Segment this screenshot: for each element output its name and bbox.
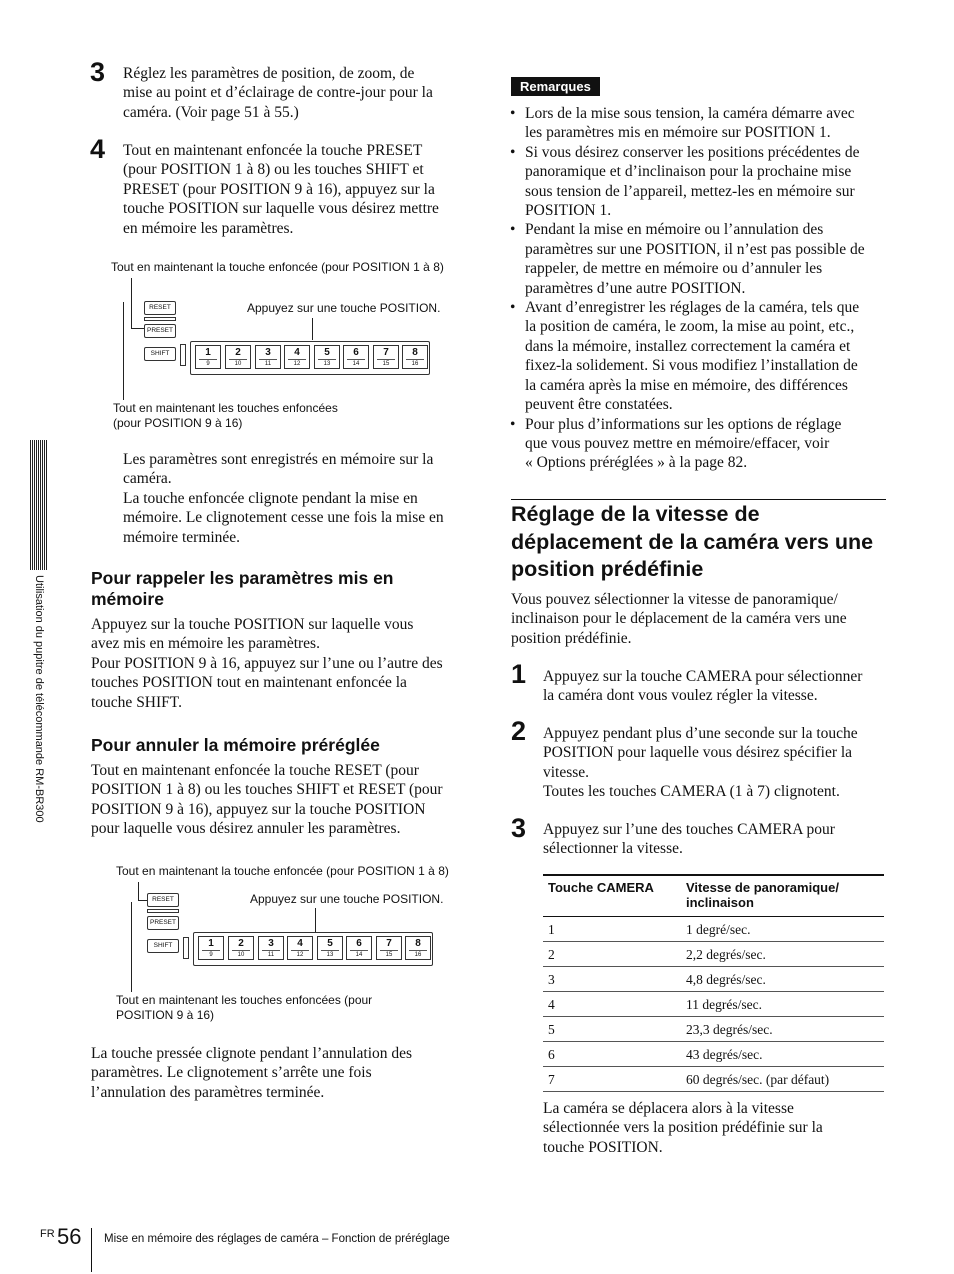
leader-line xyxy=(123,302,124,400)
text-line: Toutes les touches CAMERA (1 à 7) clignotent. xyxy=(543,783,840,801)
text-line: pour laquelle vous désirez annuler les paramètres. xyxy=(91,820,401,838)
step-number: 4 xyxy=(90,134,106,164)
text-line: en mémoire les paramètres. xyxy=(123,219,294,237)
remark-item: • Lors de la mise sous tension, la caméra démarre avec les paramètres mis en mémoire sur POSITION 1. xyxy=(510,104,890,143)
table-cell: 3 xyxy=(543,967,681,992)
text-line: Tout en maintenant enfoncée la touche RESET (pour xyxy=(91,762,419,779)
text-line: caméra. (Voir page 51 à 55.) xyxy=(123,103,299,121)
caption-line: (pour POSITION 9 à 16) xyxy=(113,415,243,430)
leader-line xyxy=(312,318,313,340)
text-line: Appuyez sur l’une des touches CAMERA pour xyxy=(543,821,835,838)
store-result-text xyxy=(123,450,473,547)
diagram-caption-position: Appuyez sur une touche POSITION. xyxy=(250,892,444,906)
position-button: 1 9 xyxy=(198,936,224,960)
step-4-text xyxy=(123,141,473,238)
speed-step-1-text xyxy=(543,667,893,706)
reset-key: RESET xyxy=(147,893,179,907)
remark-item: • Avant d’enregistrer les réglages de la caméra, tels que la position de caméra, le zoom, la mise au point, etc., dans la mémoire, installez correctement la caméra et fixez-la solidement. Si vous modifiez l’installation de la caméra après la mise en mémoire, des différences peuvent être constatées. xyxy=(510,298,890,414)
position-button: 5 13 xyxy=(314,345,340,369)
section-heading-cancel: Pour annuler la mémoire préréglée xyxy=(91,735,380,755)
position-button: 3 11 xyxy=(255,345,281,369)
diagram-caption-bottom xyxy=(113,401,338,430)
table-row xyxy=(543,942,884,967)
diagram-caption-bottom xyxy=(116,993,372,1022)
text-line: Réglez les paramètres de position, de zoom, de xyxy=(123,65,415,82)
leader-line xyxy=(138,882,139,900)
leader-line xyxy=(131,278,132,328)
text-line: vitesse. xyxy=(543,763,590,781)
text-line: Appuyez pendant plus d’une seconde sur la touche xyxy=(543,725,858,742)
table-cell: 60 degrés/sec. (par défaut) xyxy=(681,1067,884,1092)
text-line: PRESET (pour POSITION 9 à 16), appuyez sur la xyxy=(123,180,435,198)
section-heading-speed xyxy=(511,501,901,584)
table-cell: 1 xyxy=(543,917,681,942)
position-button: 5 13 xyxy=(317,936,343,960)
caption-line: Tout en maintenant les touches enfoncées (pour xyxy=(116,993,373,1007)
position-button: 4 12 xyxy=(284,345,310,369)
table-cell: 7 xyxy=(543,1067,681,1092)
remarks-list xyxy=(510,104,890,473)
key-separator xyxy=(144,317,176,321)
side-tab-marker xyxy=(30,440,47,570)
text-line: touches POSITION tout en maintenant enfoncée la xyxy=(91,674,407,692)
step-number: 2 xyxy=(511,716,527,746)
sidebar-chapter xyxy=(28,575,52,855)
table-row xyxy=(543,1017,884,1042)
text-line: sélectionner la vitesse. xyxy=(543,840,683,858)
heading-line: mémoire xyxy=(91,589,164,609)
leader-line xyxy=(315,908,316,932)
text-line: Pour POSITION 9 à 16, appuyez sur l’une ou l’autre des xyxy=(91,654,443,672)
reset-key: RESET xyxy=(144,301,176,315)
text-line: Appuyez sur la touche POSITION sur laquelle vous xyxy=(91,616,414,633)
table-row xyxy=(543,1067,884,1092)
page-number: 56 xyxy=(57,1224,82,1249)
heading-line: Réglage de la vitesse de xyxy=(511,502,760,526)
step-number: 3 xyxy=(90,57,106,87)
position-button-panel xyxy=(190,341,430,375)
sidebar-chapter-title: Utilisation du pupitre de télécommande RM-BR300 xyxy=(33,575,45,823)
footer-language: FR xyxy=(40,1228,55,1240)
text-line: mise au point et d’éclairage de contre-jour pour la xyxy=(123,84,433,102)
heading-line: déplacement de la caméra vers une xyxy=(511,529,874,554)
heading-line: position prédéfinie xyxy=(511,557,704,581)
preset-key: PRESET xyxy=(144,324,176,338)
panel-connector xyxy=(180,344,186,366)
caption-line: POSITION 9 à 16) xyxy=(116,1007,215,1022)
preset-key: PRESET xyxy=(147,916,179,930)
table-cell: 23,3 degrés/sec. xyxy=(681,1017,884,1042)
diagram-caption-top: Tout en maintenant la touche enfoncée (pour POSITION 1 à 8) xyxy=(111,260,444,274)
footer-divider xyxy=(91,1228,92,1272)
table-cell: 11 degrés/sec. xyxy=(681,992,884,1017)
speed-step-3-text xyxy=(543,820,893,859)
position-button: 8 16 xyxy=(402,345,428,369)
remarks-badge: Remarques xyxy=(511,77,600,96)
shift-key: SHIFT xyxy=(147,939,179,953)
position-button: 7 15 xyxy=(376,936,402,960)
diagram-caption-top: Tout en maintenant la touche enfoncée (pour POSITION 1 à 8) xyxy=(116,864,449,878)
position-button: 8 16 xyxy=(405,936,431,960)
table-cell: 6 xyxy=(543,1042,681,1067)
text-line: sélectionnée vers la position prédéfinie sur la xyxy=(543,1119,823,1137)
text-line: POSITION pour laquelle vous désirez spécifier la xyxy=(543,744,853,762)
leader-line xyxy=(131,328,145,329)
text-line: Les paramètres sont enregistrés en mémoire sur la xyxy=(123,451,434,468)
shift-key: SHIFT xyxy=(144,347,176,361)
text-line: POSITION 9 à 16), appuyez sur la touche POSITION xyxy=(91,800,426,818)
text-line: caméra. xyxy=(123,470,172,488)
section-rule xyxy=(511,499,886,500)
text-line: paramètres. Le clignotement s’arrête une fois xyxy=(91,1064,372,1082)
table-cell: 2,2 degrés/sec. xyxy=(681,942,884,967)
table-cell: 1 degré/sec. xyxy=(681,917,884,942)
text-line: Tout en maintenant enfoncée la touche PRESET xyxy=(123,142,423,159)
position-button-panel xyxy=(193,932,433,966)
cancel-result-text xyxy=(91,1044,476,1102)
position-button: 2 10 xyxy=(228,936,254,960)
table-cell: 43 degrés/sec. xyxy=(681,1042,884,1067)
text-line: Vous pouvez sélectionner la vitesse de panoramique/ xyxy=(511,591,838,608)
panel-diagram-cancel xyxy=(113,862,483,1027)
speed-table xyxy=(543,874,884,1092)
cancel-text xyxy=(91,761,476,839)
text-line: POSITION 1 à 8) ou les touches SHIFT et RESET (pour xyxy=(91,781,443,799)
remark-item: • Si vous désirez conserver les positions précédentes de panoramique et d’inclinaison pour la prochaine mise sous tension de l’appareil, mettez-les en mémoire sur POSITION 1. xyxy=(510,143,890,221)
speed-result-text xyxy=(543,1099,893,1157)
remark-item: • Pendant la mise en mémoire ou l’annulation des paramètres sur une POSITION, il n’est pas possible de rappeler, de mettre en mémoire ou d’annuler les paramètres d’une autre POSITION. xyxy=(510,220,890,298)
text-line: La touche pressée clignote pendant l’annulation des xyxy=(91,1045,413,1062)
column-header: Vitesse de panoramique/ inclinaison xyxy=(681,875,884,917)
text-line: (pour POSITION 1 à 8) ou les touches SHIFT et xyxy=(123,161,424,179)
panel-diagram-store xyxy=(110,258,480,433)
text-line: l’annulation des paramètres terminée. xyxy=(91,1083,325,1101)
column-header: Touche CAMERA xyxy=(543,875,681,917)
panel-connector xyxy=(183,937,189,959)
section-heading-recall xyxy=(91,568,471,610)
key-separator xyxy=(147,909,179,913)
text-line: touche SHIFT. xyxy=(91,693,182,711)
step-number: 3 xyxy=(511,813,527,843)
position-button: 6 14 xyxy=(346,936,372,960)
text-line: position prédéfinie. xyxy=(511,629,632,647)
footer-title: Mise en mémoire des réglages de caméra – Fonction de préréglage xyxy=(104,1233,450,1245)
position-button: 6 14 xyxy=(343,345,369,369)
text-line: Appuyez sur la touche CAMERA pour sélectionner xyxy=(543,668,863,685)
diagram-caption-position: Appuyez sur une touche POSITION. xyxy=(247,301,441,315)
step-number: 1 xyxy=(511,659,527,689)
table-cell: 2 xyxy=(543,942,681,967)
text-line: avez mis en mémoire les paramètres. xyxy=(91,635,320,653)
text-line: mémoire. Le clignotement cesse une fois la mise en xyxy=(123,509,444,527)
table-cell: 4 xyxy=(543,992,681,1017)
remark-item: • Pour plus d’informations sur les options de réglage que vous pouvez mettre en mémoire/effacer, voir « Options préréglées » à la page 82. xyxy=(510,415,890,473)
table-row xyxy=(543,967,884,992)
text-line: La touche enfoncée clignote pendant la mise en xyxy=(123,489,418,507)
position-button: 2 10 xyxy=(225,345,251,369)
position-button: 3 11 xyxy=(258,936,284,960)
heading-line: Pour rappeler les paramètres mis en xyxy=(91,568,394,588)
speed-intro xyxy=(511,590,896,648)
table-row xyxy=(543,1042,884,1067)
table-row xyxy=(543,992,884,1017)
table-cell: 4,8 degrés/sec. xyxy=(681,967,884,992)
text-line: touche POSITION. xyxy=(543,1138,663,1156)
position-button: 4 12 xyxy=(287,936,313,960)
text-line: la caméra dont vous voulez régler la vitesse. xyxy=(543,687,818,705)
position-button: 1 9 xyxy=(195,345,221,369)
step-3-text xyxy=(123,64,473,122)
text-line: touche POSITION sur laquelle vous désirez mettre xyxy=(123,200,439,218)
recall-text xyxy=(91,615,476,712)
text-line: mémoire terminée. xyxy=(123,528,241,546)
leader-line xyxy=(131,902,132,992)
caption-line: Tout en maintenant les touches enfoncées xyxy=(113,401,338,415)
table-cell: 5 xyxy=(543,1017,681,1042)
text-line: inclinaison pour le déplacement de la caméra vers une xyxy=(511,610,847,628)
position-button: 7 15 xyxy=(373,345,399,369)
table-row xyxy=(543,917,884,942)
speed-step-2-text xyxy=(543,724,893,802)
text-line: La caméra se déplacera alors à la vitesse xyxy=(543,1100,794,1117)
